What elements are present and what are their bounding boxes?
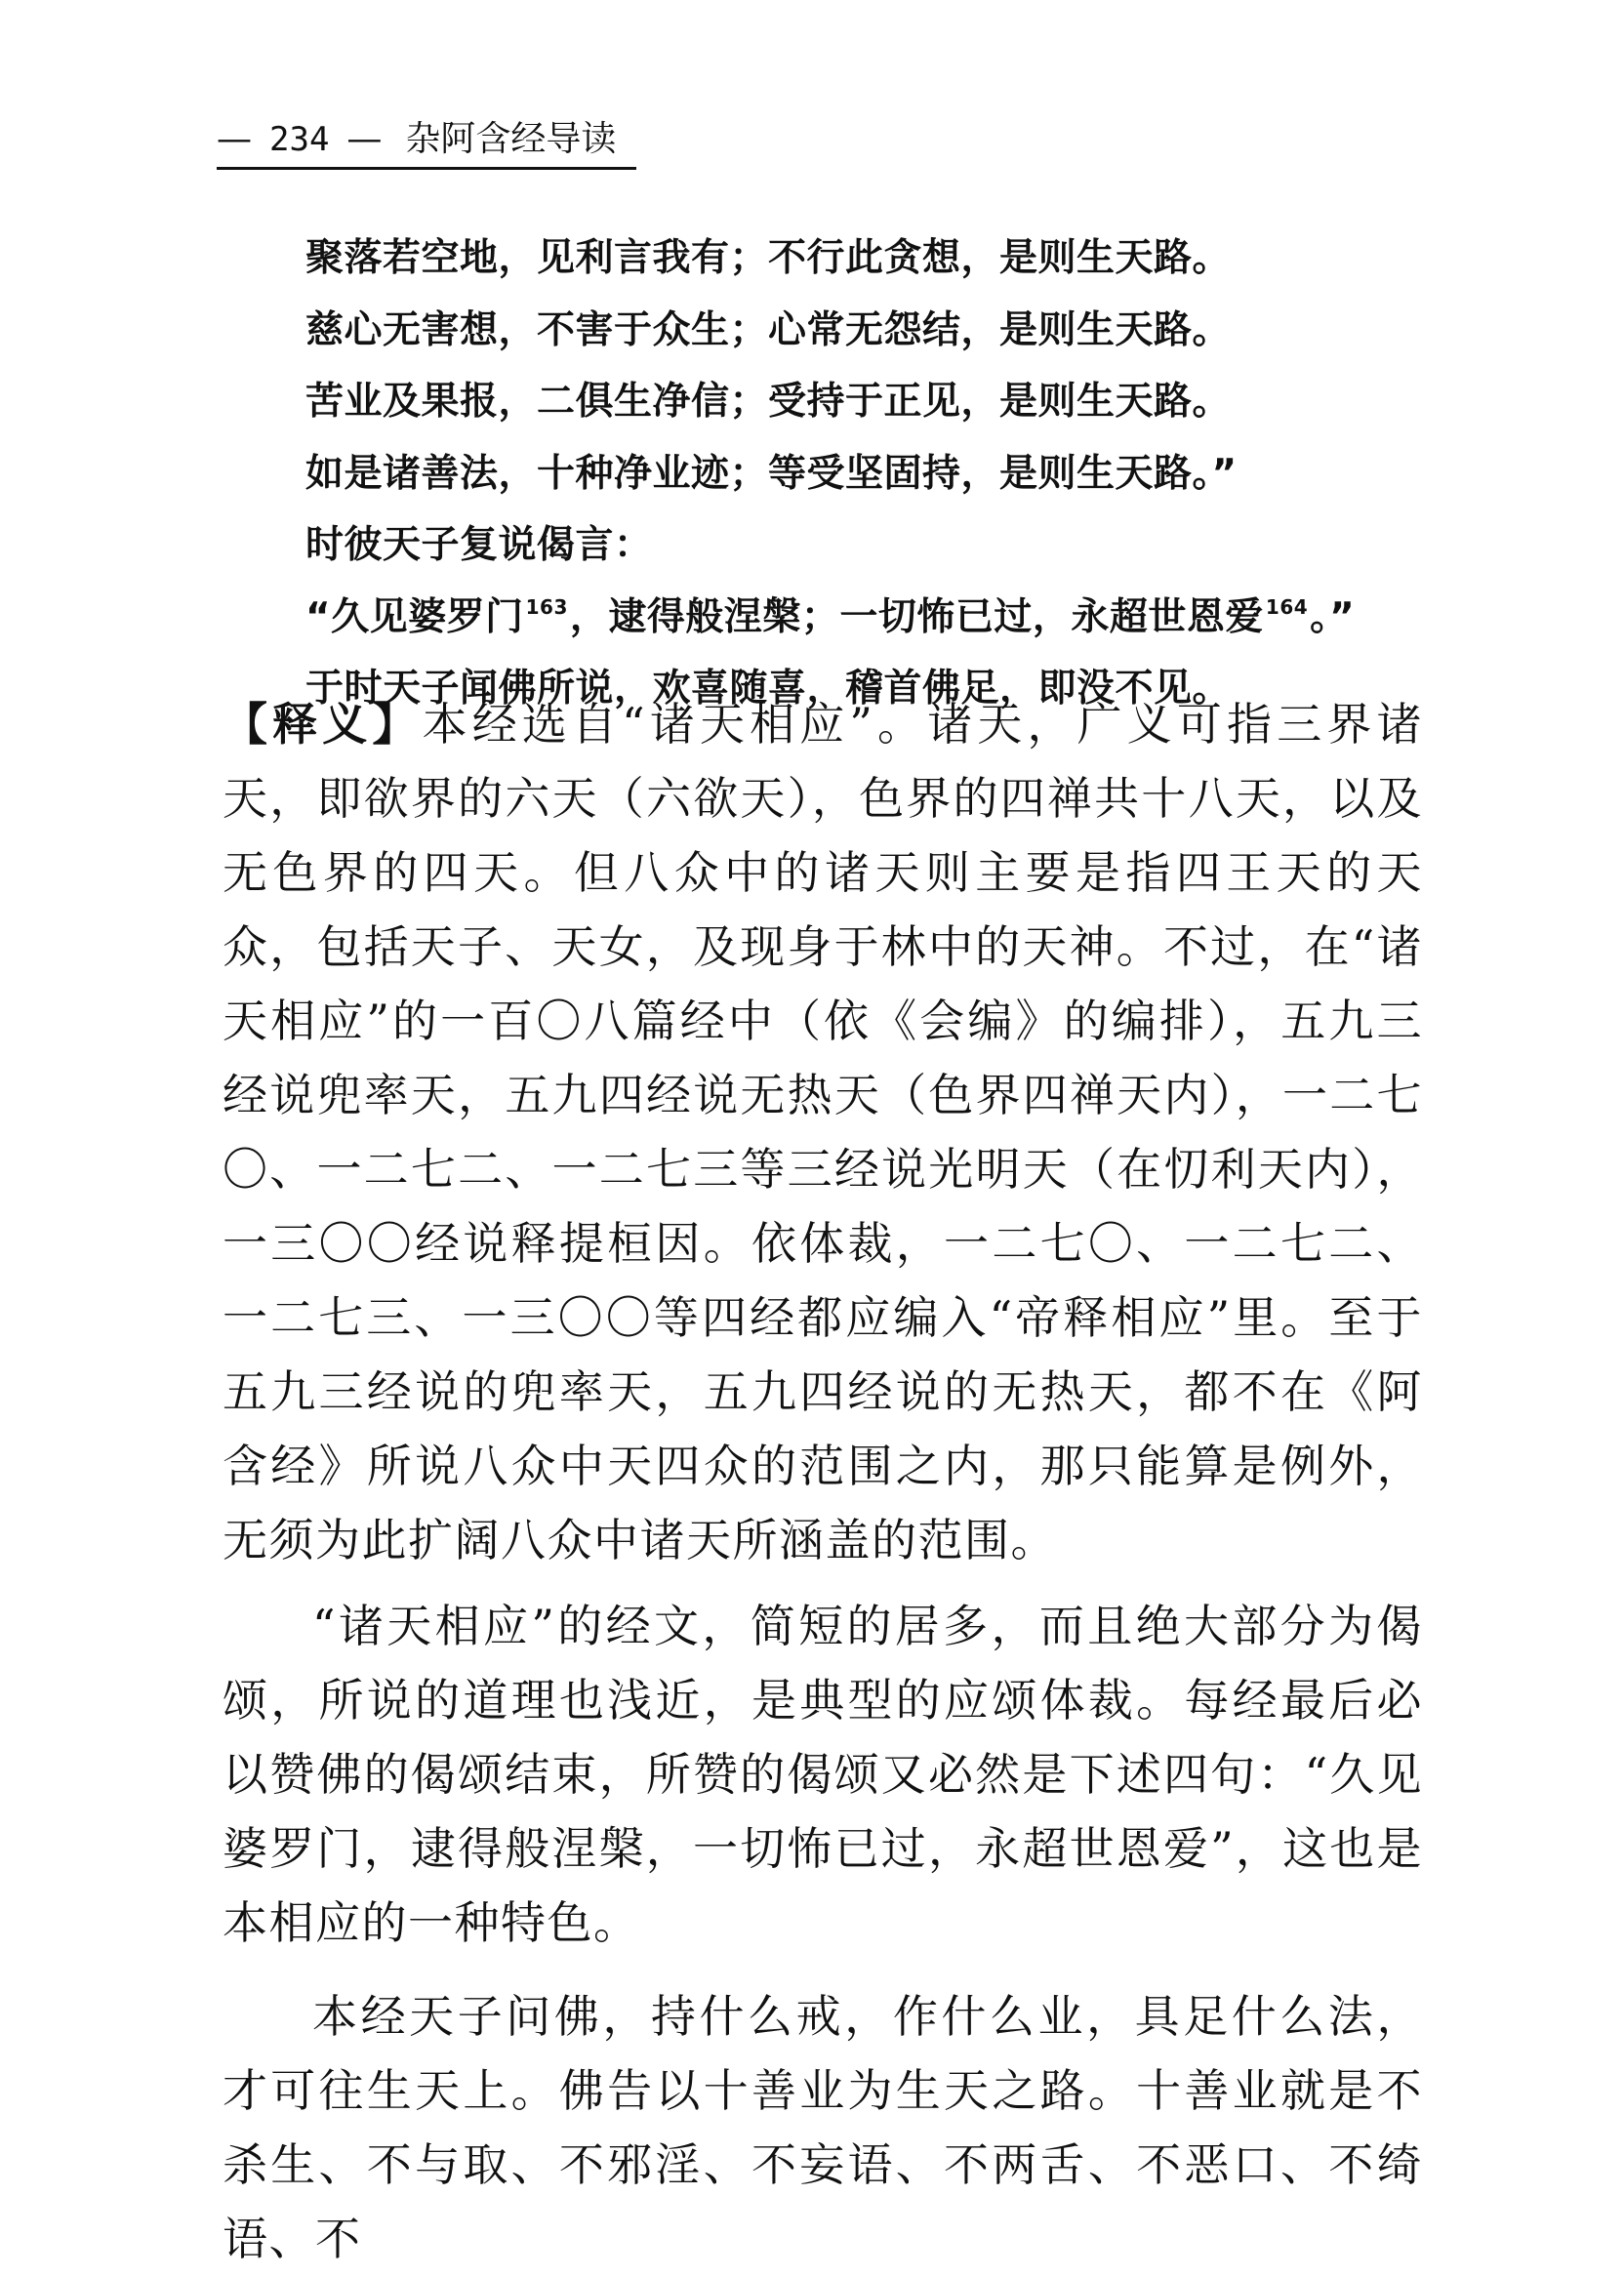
verse-block bbox=[305, 223, 1418, 725]
commentary-text: 本经选自“诸天相应”。诸天，广义可指三界诸天，即欲界的六天（六欲天），色界的四禅共十八天，以及无色界的四天。但八众中的诸天则主要是指四王天的天众，包括天子、天女，及现身于林中的天神。不过，在“诸天相应”的一百〇八篇经中（依《会编》的编排），五九三经说兜率天，五九四经说无热天（色界四禅天内），一二七〇、一二七二、一二七三等三经说光明天（在忉利天内），一三〇〇经说释提桓因。依体裁，一二七〇、一二七二、一二七三、一三〇〇等四经都应编入“帝释相应”里。至于五九三经说的兜率天，五九四经说的无热天，都不在《阿含经》所说八众中天四众的范围之内，那只能算是例外，无须为此扩阔八众中诸天所涵盖的范围。 bbox=[223, 698, 1423, 1566]
header-dash-left: — bbox=[217, 119, 252, 159]
page-number: 234 bbox=[269, 120, 330, 159]
running-header bbox=[217, 115, 636, 170]
book-title: 杂阿含经导读 bbox=[405, 119, 617, 159]
verse-line: 如是诸善法，十种净业迹；等受坚固持，是则生天路。” bbox=[305, 451, 1238, 496]
commentary-paragraph bbox=[223, 687, 1423, 1577]
verse-line: 聚落若空地，见利言我有；不行此贪想，是则生天路。 bbox=[305, 236, 1232, 280]
verse-line: 苦业及果报，二俱生净信；受持于正见，是则生天路。 bbox=[305, 380, 1232, 424]
header-dash-right: — bbox=[346, 119, 383, 159]
commentary-paragraph: 本经天子问佛，持什么戒，作什么业，具足什么法，才可往生天上。佛告以十善业为生天之路。十善业就是不杀生、不与取、不邪淫、不妄语、不两舌、不恶口、不绮语、不 bbox=[223, 1990, 1423, 2265]
verse-line: 慈心无害想，不害于众生；心常无怨结，是则生天路。 bbox=[305, 307, 1232, 352]
header-rule bbox=[217, 167, 636, 170]
commentary-paragraph: “诸天相应”的经文，简短的居多，而且绝大部分为偈颂，所说的道理也浅近，是典型的应颂体裁。每经最后必以赞佛的偈颂结束，所赞的偈颂又必然是下述四句：“久见婆罗门，逮得般涅槃，一切怖已过，永超世恩爱”，这也是本相应的一种特色。 bbox=[223, 1600, 1423, 1949]
gatha-line bbox=[305, 582, 1418, 654]
verse-line: 于时天子闻佛所说，欢喜随喜，稽首佛足，即没不见。 bbox=[305, 667, 1232, 711]
commentary-label: 【释义】 bbox=[223, 698, 423, 751]
gatha-part: ，逮得般涅槃；一切怖已过，永超世恩爱 bbox=[569, 594, 1264, 639]
verse-line: 时彼天子复说偈言： bbox=[305, 523, 653, 567]
header-line bbox=[217, 115, 636, 164]
gatha-part: “久见婆罗门 bbox=[305, 594, 524, 639]
gatha-part: 。” bbox=[1310, 594, 1356, 639]
footnote-marker: 164 bbox=[1265, 594, 1309, 619]
footnote-marker: 163 bbox=[525, 594, 568, 619]
commentary-body bbox=[223, 687, 1423, 2276]
